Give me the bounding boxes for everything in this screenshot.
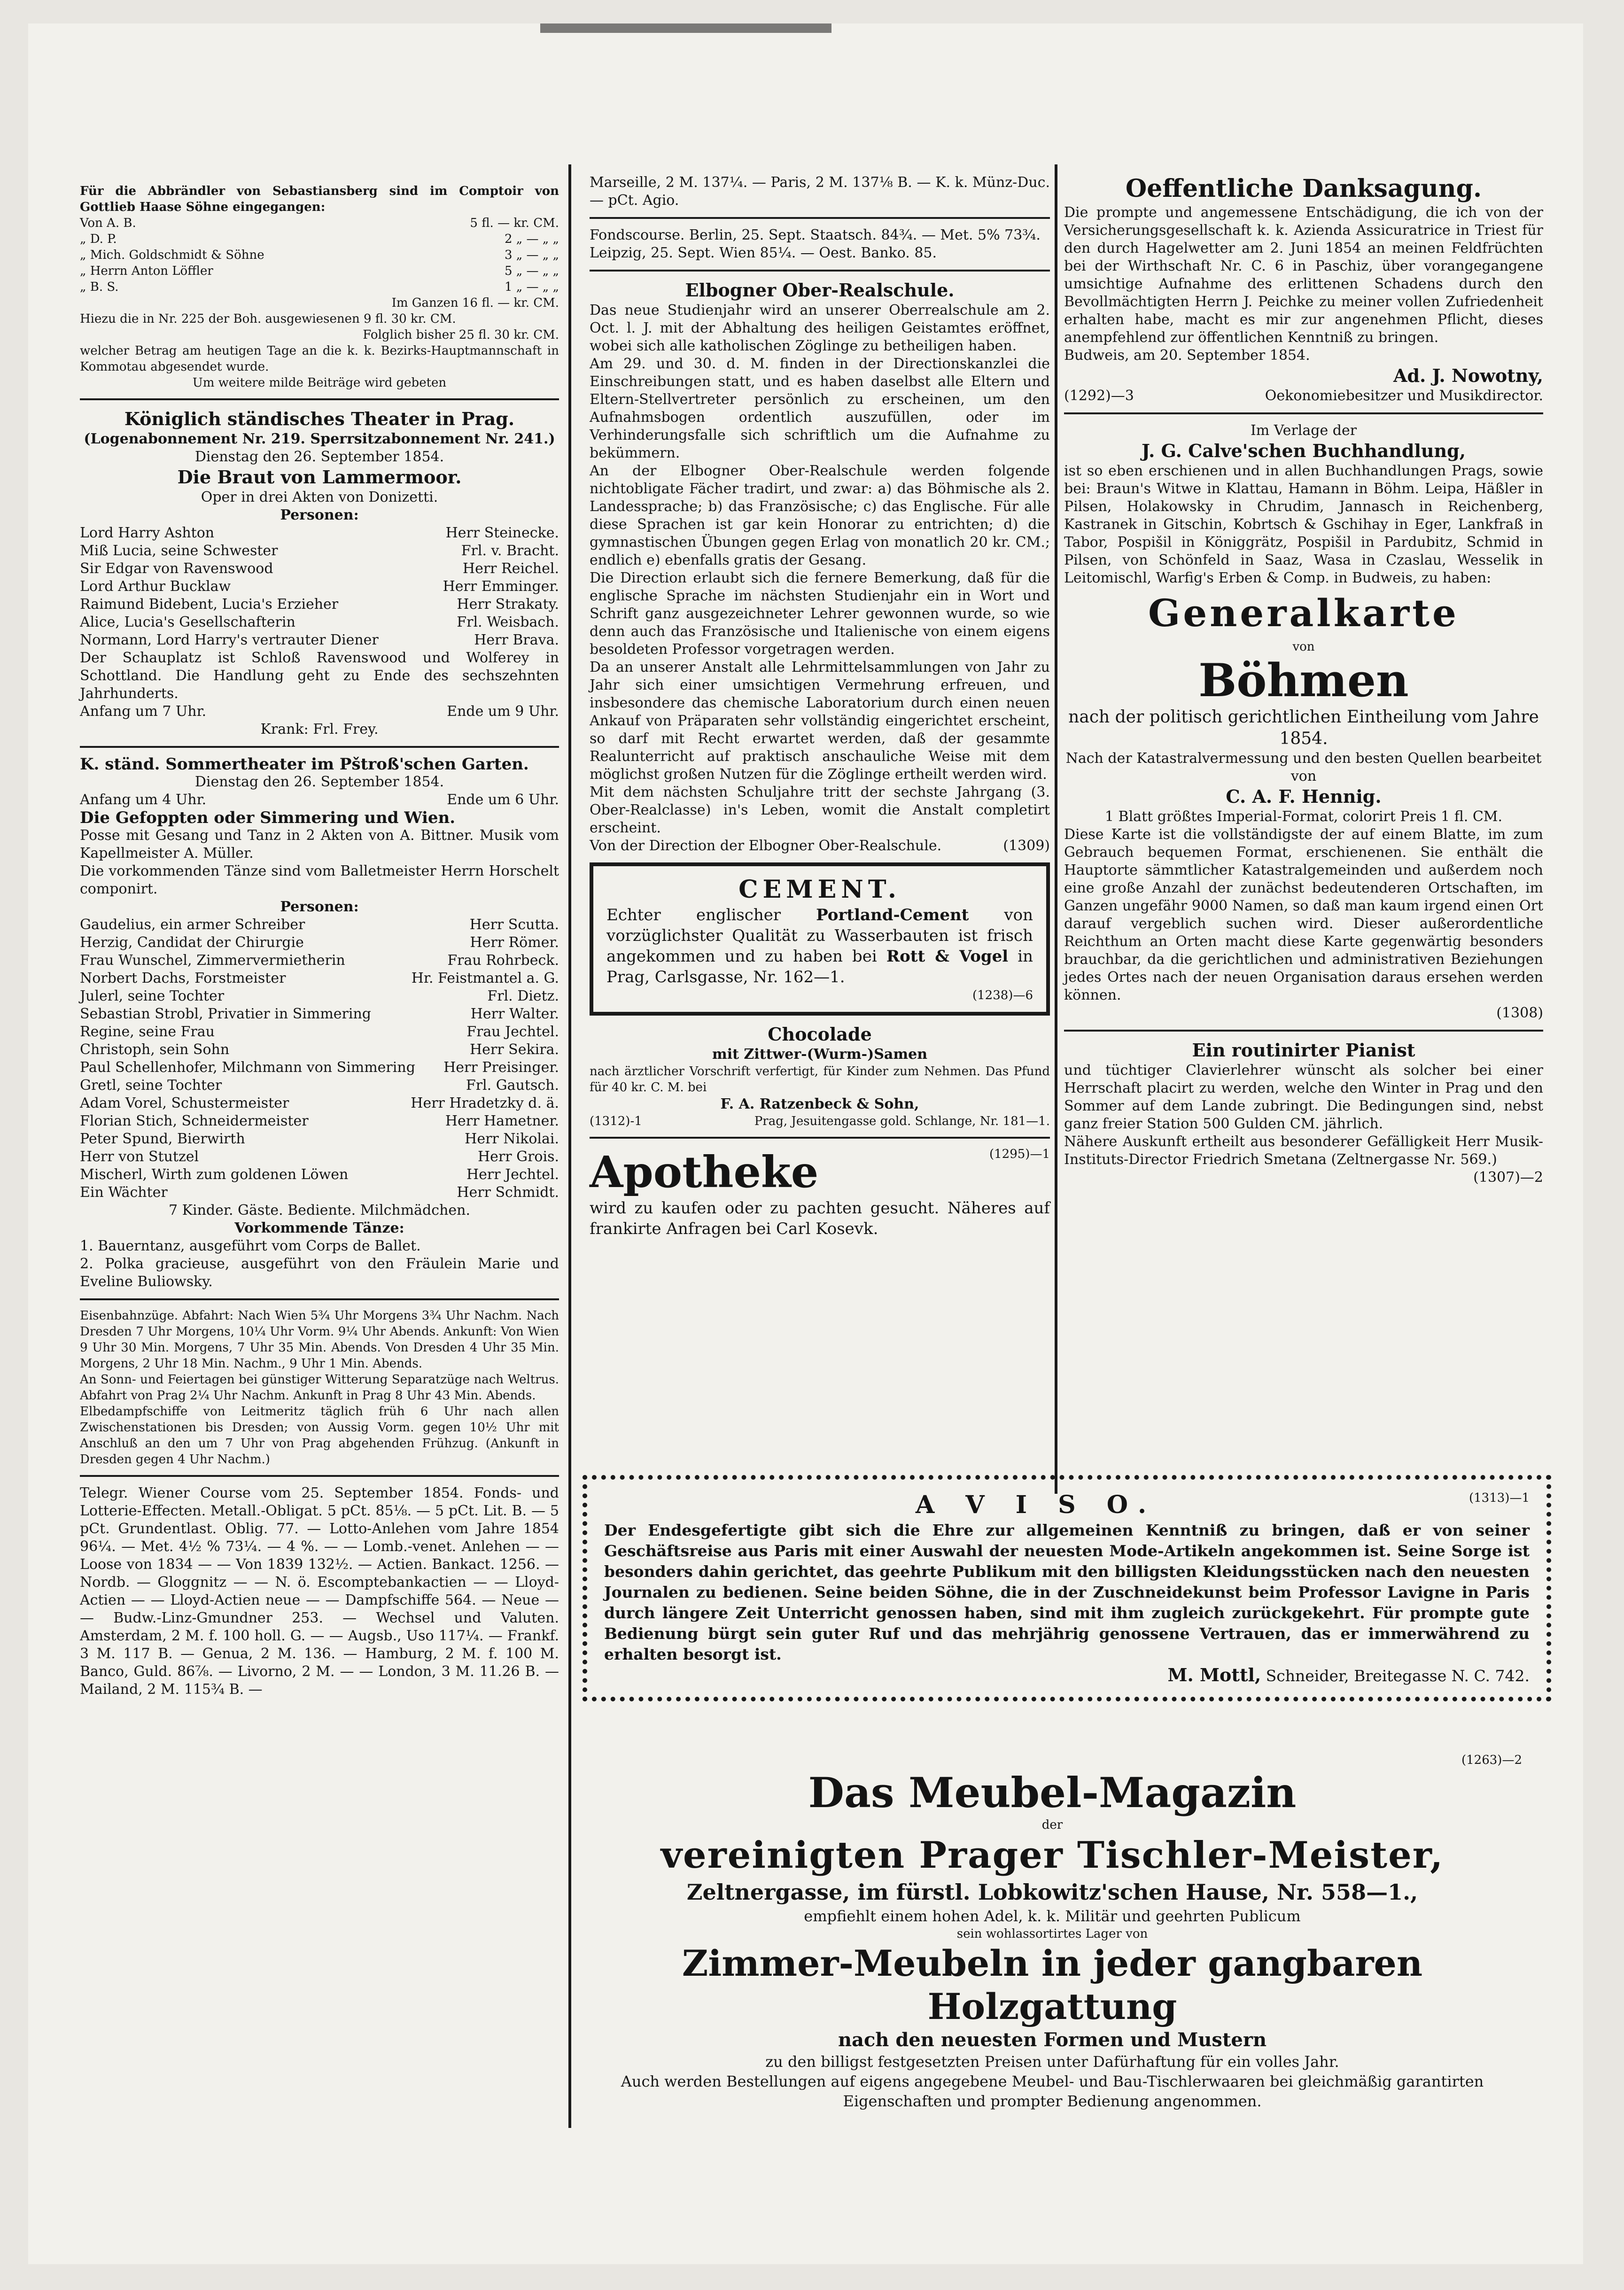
theatre-subscription: (Logenabonnement Nr. 219. Sperrsitzabonnement Nr. 241.) — [84, 431, 555, 447]
cast-row: Frau Wunschel, Zimmervermietherin Frau Rohrbeck. — [80, 952, 559, 969]
donation-row: „ Herrn Anton Löffler 5 „ — „ „ — [80, 264, 559, 278]
pianist-ad — [1064, 1039, 1543, 1187]
pianist-text: und tüchtiger Clavierlehrer wünscht als solcher bei einer Herrschaft placirt zu werden, welche den Winter in Prag und den Sommer auf dem Lande zubringt. Die Bedingungen sind, nebst ganz freier Station 500 Gulden CM. jährlich. — [1064, 1062, 1543, 1132]
furniture-line-5: Auch werden Bestellungen auf eigens angegebene Meubel- und Bau-Tischlerwaaren bei gleichmäßig garantirten Eigenschaften und prompter Bedienung angenommen. — [621, 2073, 1484, 2110]
dances-heading: Vorkommende Tänze: — [234, 1220, 404, 1236]
theatre-sick: Krank: Frl. Frey. — [260, 721, 379, 737]
summer-desc: Posse mit Gesang und Tanz in 2 Akten von A. Bittner. Musik vom Kapellmeister A. Müller. — [80, 827, 559, 862]
aviso-ref: (1313)—1 — [1469, 1491, 1530, 1505]
map-publisher-intro: Im Verlage der — [1250, 422, 1357, 439]
donations-notice — [80, 183, 559, 391]
cast-heading: Personen: — [280, 507, 359, 523]
chocolate-ad — [590, 1023, 1050, 1129]
chocolate-address: (1312)-1 Prag, Jesuitengasse gold. Schlange, Nr. 181—1. — [590, 1114, 1050, 1128]
divider — [80, 746, 559, 748]
cement-highlight: Portland-Cement — [816, 906, 969, 924]
donations-previous: Hiezu die in Nr. 225 der Boh. ausgewiesenen 9 fl. 30 kr. CM. — [80, 312, 456, 326]
theatre-title: Königlich ständisches Theater in Prag. — [124, 408, 515, 429]
map-title: Generalkarte — [1148, 591, 1459, 635]
donation-row: Von A. B. 5 fl. — kr. CM. — [80, 216, 559, 230]
map-desc: Diese Karte ist die vollständigste der auf einem Blatte, im zum Gebrauch bequemen Format, erschienenen. Sie enthält die Hauptorte sämmtlicher Katastralgemeinden und außerdem noch eine große Anzahl der zunächst bedeutenderen Ortschaften, im Ganzen ungefähr 9000 Namen, so daß man kaum irgend einen Ort darauf vergeblich suchen wird. Dieser außerordentliche Reichthum an Orten macht diese Karte gegenwärtig besonders brauchbar, da die gerichtlichen und administrativen Beziehungen jedes Ortes nach der neuen Organisation daraus ersehen werden können. — [1064, 826, 1543, 1003]
school-sign: Von der Direction der Elbogner Ober-Realschule. (1309) — [590, 838, 1050, 854]
cast-row: Sir Edgar von Ravenswood Herr Reichel. — [80, 560, 559, 577]
thanks-text: Die prompte und angemessene Entschädigung, die ich von der Versicherungsgesellschaft k. k. Azienda Assicuratrice in Triest für den durch Hagelwetter am 2. Juni 1854 an meinen Feldfrüchten bei der Wirthschaft Nr. C. 6 in Paschiz, über vorangegangene umsichtige Aufnahme des erlittenen Schadens durch den Bevollmächtigten Herrn J. Peichke zu meiner vollen Zufriedenheit erhalten habe, macht es mir zur angenehmen Pflicht, dieses anempfehlend zur öffentlichen Kenntniß zu bringen. — [1064, 204, 1543, 346]
chocolate-text: nach ärztlicher Vorschrift verfertigt, für Kinder zum Nehmen. Das Pfund für 40 kr. C. M. bei — [590, 1064, 1050, 1095]
summer-times: Anfang um 4 Uhr. Ende um 6 Uhr. — [80, 792, 559, 808]
theatre-times: Anfang um 7 Uhr. Ende um 9 Uhr. — [80, 703, 559, 720]
chocolate-title: Chocolade — [768, 1024, 872, 1045]
cast-row: Regine, seine Frau Frau Jechtel. — [80, 1024, 559, 1040]
cement-ref: (1238)—6 — [972, 988, 1033, 1002]
furniture-line-1: empfiehlt einem hohen Adel, k. k. Militär und geehrten Publicum — [804, 1907, 1301, 1925]
cast-row: Herr von Stutzel Herr Grois. — [80, 1149, 559, 1165]
divider — [1064, 412, 1543, 414]
summer-title: K. ständ. Sommertheater im Pštroß'schen Garten. — [80, 755, 529, 774]
divider — [80, 1475, 559, 1477]
cast-row: Florian Stich, Schneidermeister Herr Hametner. — [80, 1113, 559, 1129]
railway-schedule: Eisenbahnzüge. Abfahrt: Nach Wien 5¾ Uhr Morgens 3¾ Uhr Nachm. Nach Dresden 7 Uhr Morgens, 10¼ Uhr Vorm. 9¼ Uhr Abends. Ankunft: Von Wien 9 Uhr 30 Min. Morgens, 7 Uhr 35 Min. Abends. Von Dresden 4 Uhr 35 Min. Morgens, 2 Uhr 18 Min. Nachm., 9 Uhr 1 Min. Abends. — [80, 1309, 559, 1371]
thanks-title: Oeffentliche Danksagung. — [1125, 174, 1482, 203]
cement-text-b: von vorzüglichster Qualität zu Wasserbauten ist frisch angekommen und zu haben bei — [606, 906, 1033, 966]
cast-row: Herzig, Candidat der Chirurgie Herr Römer. — [80, 934, 559, 951]
theatre-genre: Oper in drei Akten von Donizetti. — [201, 489, 438, 505]
cast-row: Miß Lucia, seine Schwester Frl. v. Bracht. — [80, 543, 559, 559]
markets-berlin: Fondscourse. Berlin, 25. Sept. Staatsch. 84¾. — Met. 5% 73¾. — [590, 227, 1041, 243]
dance-item: 1. Bauerntanz, ausgeführt vom Corps de Ballet. — [80, 1238, 421, 1254]
cement-ad — [590, 862, 1050, 1016]
divider — [590, 217, 1050, 219]
aviso-ad — [583, 1475, 1551, 1701]
thanks-notice — [1064, 174, 1543, 405]
column-rule-left — [568, 164, 571, 2128]
pianist-text-2: Nähere Auskunft ertheilt aus besonderer Gefälligkeit Herr Musik-Instituts-Director Friedrich Smetana (Zeltnergasse Nr. 569.) — [1064, 1133, 1543, 1168]
theatre-setting: Der Schauplatz ist Schloß Ravenswood und Wolferey in Schottland. Die Handlung geht zu Ende des sechszehnten Jahrhunderts. — [80, 650, 559, 702]
donation-row: „ Mich. Goldschmidt & Söhne 3 „ — „ „ — [80, 248, 559, 262]
aviso-title: A V I S O. — [915, 1490, 1158, 1519]
cast-row: Paul Schellenhofer, Milchmann von Simmering Herr Preisinger. — [80, 1059, 559, 1076]
summer-extras: 7 Kinder. Gäste. Bediente. Milchmädchen. — [168, 1202, 470, 1219]
theatre-programme — [80, 408, 559, 738]
furniture-der: der — [1041, 1818, 1063, 1832]
map-ad — [1064, 422, 1543, 1022]
chocolate-sub: mit Zittwer-(Wurm-)Samen — [712, 1046, 928, 1063]
aviso-text: Der Endesgefertigte gibt sich die Ehre zur allgemeinen Kenntniß zu bringen, daß er von seiner Geschäftsreise aus Paris mit einer Auswahl der neuesten Mode-Artikeln angekommen ist. Seine Sorge ist besonders dahin gerichtet, das geehrte Publikum mit den billigsten Kleidungsstücken nach den neuesten Journalen zu bedienen. Seine beiden Söhne, die in der Zuschneidekunst beim Professor Lavigne in Paris durch längere Zeit Unterricht genossen haben, sind mit ihm zugleich zurückgekehrt. Für prompte gute Bedienung bürgt sein guter Ruf und das mehrjährig genossene Vertrauen, das er immerwährend zu erhalten besorgt ist. — [604, 1521, 1530, 1663]
school-paragraph: Die Direction erlaubt sich die fernere Bemerkung, daß für die englische Sprache im nächsten Studienjahr ein in Wort und Schrift ganz ausgezeichneter Lehrer gewonnen wurde, so wie denn auch das Französische und Italienische von einem eigens besoldeten Professor vorgetragen werden. — [590, 570, 1050, 658]
aviso-sign-rest: Schneider, Breitegasse N. C. 742. — [1266, 1667, 1530, 1685]
column-right — [1064, 174, 1543, 1187]
school-paragraph: Mit dem nächsten Schuljahre tritt der sechste Jahrgang (3. Ober-Realclasse) in's Leben, womit die Anstalt completirt erscheint. — [590, 784, 1050, 836]
markets-leipzig: Leipzig, 25. Sept. Wien 85¼. — Oest. Banko. 85. — [590, 245, 937, 261]
school-notice — [590, 279, 1050, 855]
furniture-ad — [583, 1752, 1522, 2111]
pharmacy-ref: (1295)—1 — [989, 1147, 1050, 1161]
divider — [80, 1298, 559, 1300]
donation-row: „ B. S. 1 „ — „ „ — [80, 280, 559, 294]
thanks-footer: (1292)—3 Oekonomiebesitzer und Musikdirector. — [1064, 388, 1543, 404]
summer-dances-note: Die vorkommenden Tänze sind vom Balletmeister Herrn Horschelt componirt. — [80, 863, 559, 897]
furniture-title-3: Zimmer-Meubeln in jeder gangbaren Holzgattung — [682, 1942, 1423, 2027]
aviso-header — [604, 1490, 1530, 1520]
divider — [80, 398, 559, 400]
pianist-ref: (1307)—2 — [1473, 1169, 1543, 1186]
pharmacy-title: Apotheke — [590, 1147, 819, 1197]
divider — [1064, 1030, 1543, 1032]
furniture-line-2: sein wohlassortirtes Lager von — [956, 1927, 1148, 1941]
map-von: von — [1292, 640, 1315, 654]
cast-row: Christoph, sein Sohn Herr Sekira. — [80, 1041, 559, 1058]
scan-edge-mark — [540, 23, 831, 33]
cast-row: Raimund Bidebent, Lucia's Erzieher Herr Strakaty. — [80, 596, 559, 613]
furniture-address: Zeltnergasse, im fürstl. Lobkowitz'schen Hause, Nr. 558—1., — [686, 1879, 1418, 1905]
school-title: Elbogner Ober-Realschule. — [685, 279, 955, 301]
map-ref: (1308) — [1496, 1005, 1543, 1021]
map-sub: nach der politisch gerichtlichen Eintheilung vom Jahre 1854. — [1068, 707, 1539, 748]
summer-theatre — [80, 755, 559, 1291]
thanks-place: Budweis, am 20. September 1854. — [1064, 347, 1310, 364]
pharmacy-text: wird zu kaufen oder zu pachten gesucht. Näheres auf frankirte Anfragen bei Carl Kosevk. — [590, 1199, 1050, 1238]
cement-text-c: in Prag, Carlsgasse, Nr. 162—1. — [606, 947, 1033, 986]
column-middle — [590, 174, 1050, 1239]
exchange-rates: Telegr. Wiener Course vom 25. September 1854. Fonds- und Lotterie-Effecten. Metall.-Obligat. 5 pCt. 85⅛. — 5 pCt. Lit. B. — 5 pCt. Grundentlast. Oblig. 77. — Lotto-Anlehen vom Jahre 1854 96¼. — Met. 4½ % 73¼. — 4 %. — — Lomb.-venet. Anlehen — — Loose von 1834 — — Von 1839 132½. — Actien. Bankact. 1256. — Nordb. — Gloggnitz — — N. ö. Escomptebankactien — — Lloyd-Actien — — Lloyd-Actien neue — — Dampfschiffe 564. — Neue — — Budw.-Linz-Gmundner 253. — Wechsel und Valuten. Amsterdam, 2 M. f. 100 holl. G. — — Augsb., Uso 117¼. — Frankf. 3 M. 117 B. — Genua, 2 M. 136. — Hamburg, 2 M. f. 100 M. Banco, Guld. 86⅞. — Livorno, 2 M. — — London, 3 M. 11.26 B. — Mailand, 2 M. 115¾ B. — — [80, 1485, 559, 1698]
cast-row: Ein Wächter Herr Schmidt. — [80, 1184, 559, 1201]
summer-play: Die Gefoppten oder Simmering und Wien. — [80, 808, 456, 827]
thanks-name: Ad. J. Nowotny, — [1393, 365, 1543, 386]
cast-row: Gretl, seine Tochter Frl. Gautsch. — [80, 1077, 559, 1094]
map-text: ist so eben erschienen und in allen Buchhandlungen Prags, sowie bei: Braun's Witwe in Klattau, Hamann in Böhm. Leipa, Häßler in Pilsen, Holakowsky in Chrudim, Jannasch in Reichenberg, Kastranek in Gitschin, Kobrtsch & Gschihay in Eger, Lankfraß in Tabor, Pospišil in Königgrätz, Pospišil in Pardubitz, Schmid in Pilsen, von Schönfeld in Saaz, Wasa in Czaslau, Wesselik in Leitomischl, Warfig's Erben & Comp. in Budweis, zu haben: — [1064, 463, 1543, 586]
cast-row: Adam Vorel, Schustermeister Herr Hradetzky d. ä. — [80, 1095, 559, 1111]
cast-row: Lord Harry Ashton Herr Steinecke. — [80, 525, 559, 541]
cement-firm: Rott & Vogel — [886, 947, 1009, 966]
map-author: C. A. F. Hennig. — [1226, 786, 1382, 807]
newspaper-page — [28, 23, 1583, 2264]
cast-row: Normann, Lord Harry's vertrauter Diener Herr Brava. — [80, 632, 559, 648]
cast-row: Gaudelius, ein armer Schreiber Herr Scutta. — [80, 916, 559, 933]
aviso-sign-row — [604, 1665, 1530, 1686]
dance-item: 2. Polka gracieuse, ausgeführt von den Fräulein Marie und Eveline Buliowsky. — [80, 1256, 559, 1290]
cast-row: Julerl, seine Tochter Frl. Dietz. — [80, 988, 559, 1004]
cast-row: Peter Spund, Bierwirth Herr Nikolai. — [80, 1131, 559, 1147]
cement-title: CEMENT. — [738, 875, 901, 904]
donations-note: welcher Betrag am heutigen Tage an die k. k. Bezirks-Hauptmannschaft in Kommotau abgesendet wurde. — [80, 344, 559, 374]
chocolate-firm: F. A. Ratzenbeck & Sohn, — [720, 1096, 919, 1112]
donations-sum: Folglich bisher 25 fl. 30 kr. CM. — [363, 328, 559, 342]
pharmacy-ad — [590, 1146, 1050, 1239]
cast-row: Sebastian Strobl, Privatier in Simmering Herr Walter. — [80, 1006, 559, 1022]
pharmacy-header — [590, 1146, 1050, 1198]
school-paragraph: Da an unserer Anstalt alle Lehrmittelsammlungen von Jahr zu Jahr sich einer umsichtigen Vermehrung erfreuen, und insbesondere das chemische Laboratorium durch einen neuen Ankauf von Präparaten sehr vollständig eingerichtet erscheint, so darf mit Recht erwartet werden, daß der gesammte Realunterricht auf praktisch anschauliche Weise mit dem möglichst großen Nutzen für die Zöglinge ertheilt werden wird. — [590, 659, 1050, 783]
cast-row: Lord Arthur Bucklaw Herr Emminger. — [80, 578, 559, 595]
summer-date: Dienstag den 26. September 1854. — [194, 774, 444, 790]
map-basis: Nach der Katastralvermessung und den besten Quellen bearbeitet von — [1065, 750, 1542, 784]
theatre-date: Dienstag den 26. September 1854. — [194, 449, 444, 465]
theatre-play: Die Braut von Lammermoor. — [177, 466, 462, 488]
donation-row: „ D. P. 2 „ — „ „ — [80, 232, 559, 246]
divider — [590, 270, 1050, 272]
furniture-ref: (1263)—2 — [1461, 1753, 1522, 1767]
column-rule-right — [1055, 164, 1057, 1494]
furniture-line-3: nach den neuesten Formen und Mustern — [838, 2029, 1267, 2051]
school-paragraph: Am 29. und 30. d. M. finden in der Directionskanzlei die Einschreibungen statt, und es haben daselbst alle Eltern und Eltern-Stellvertreter persönlich zu erscheinen, um den Aufnahmsbogen ordentlich auszufüllen, oder im Verhinderungsfalle sich schriftlich um die Aufnahme zu bekümmern. — [590, 356, 1050, 461]
furniture-title: Das Meubel-Magazin — [808, 1768, 1297, 1817]
column-left — [80, 183, 559, 1699]
school-paragraph: Das neue Studienjahr wird an unserer Oberrealschule am 2. Oct. l. J. mit der Abhaltung des heiligen Geistamtes eröffnet, wobei sich alle katholischen Zöglinge zu betheiligen haben. — [590, 302, 1050, 354]
aviso-sign: M. Mottl, — [1167, 1664, 1261, 1685]
markets-top: Marseille, 2 M. 137¼. — Paris, 2 M. 137⅛ B. — K. k. Münz-Duc. — pCt. Agio. — [590, 174, 1050, 209]
cast-row: Mischerl, Wirth zum goldenen Löwen Herr Jechtel. — [80, 1166, 559, 1183]
donations-intro: Für die Abbrändler von Sebastiansberg sind im Comptoir von Gottlieb Haase Söhne eingegangen: — [80, 184, 559, 214]
donations-appeal: Um weitere milde Beiträge wird gebeten — [192, 376, 447, 390]
pianist-title: Ein routinirter Pianist — [1192, 1040, 1415, 1061]
cast-row: Norbert Dachs, Forstmeister Hr. Feistmantel a. G. — [80, 970, 559, 986]
donations-total: Im Ganzen 16 fl. — kr. CM. — [391, 296, 559, 310]
map-publisher: J. G. Calve'schen Buchhandlung, — [1142, 440, 1466, 461]
map-title-2: Böhmen — [1198, 654, 1409, 707]
cast-row: Alice, Lucia's Gesellschafterin Frl. Weisbach. — [80, 614, 559, 630]
school-paragraph: An der Elbogner Ober-Realschule werden folgende nichtobligate Fächer tradirt, und zwar: a) das Böhmische als 2. Landessprache; b) das Französische; c) das Englische. Für alle diese Sprachen ist gar kein Honorar zu entrichten; d) die gymnastischen Übungen gegen Erlag von monatlich 20 kr. CM.; endlich e) ebenfalls gratis der Gesang. — [590, 463, 1050, 568]
map-price: 1 Blatt größtes Imperial-Format, colorirt Preis 1 fl. CM. — [1104, 808, 1503, 825]
divider — [590, 1137, 1050, 1139]
furniture-title-2: vereinigten Prager Tischler-Meister, — [660, 1834, 1444, 1877]
cast-heading: Personen: — [280, 899, 359, 915]
donations-list — [80, 215, 559, 295]
railway-extra: An Sonn- und Feiertagen bei günstiger Witterung Separatzüge nach Weltrus. Abfahrt von Prag 2¼ Uhr Nachm. Ankunft in Prag 8 Uhr 43 Min. Abends. — [80, 1373, 559, 1403]
furniture-line-4: zu den billigst festgesetzten Preisen unter Dafürhaftung für ein volles Jahr. — [765, 2053, 1339, 2071]
steamer-schedule: Elbedampfschiffe von Leitmeritz täglich früh 6 Uhr nach allen Zwischenstationen bis Dresden; von Aussig Vorm. gegen 10½ Uhr mit Anschluß an den um 7 Uhr von Prag abgehenden Frühzug. (Ankunft in Dresden gegen 4 Uhr Nachm.) — [80, 1405, 559, 1467]
cement-text-a: Echter englischer — [606, 906, 781, 924]
